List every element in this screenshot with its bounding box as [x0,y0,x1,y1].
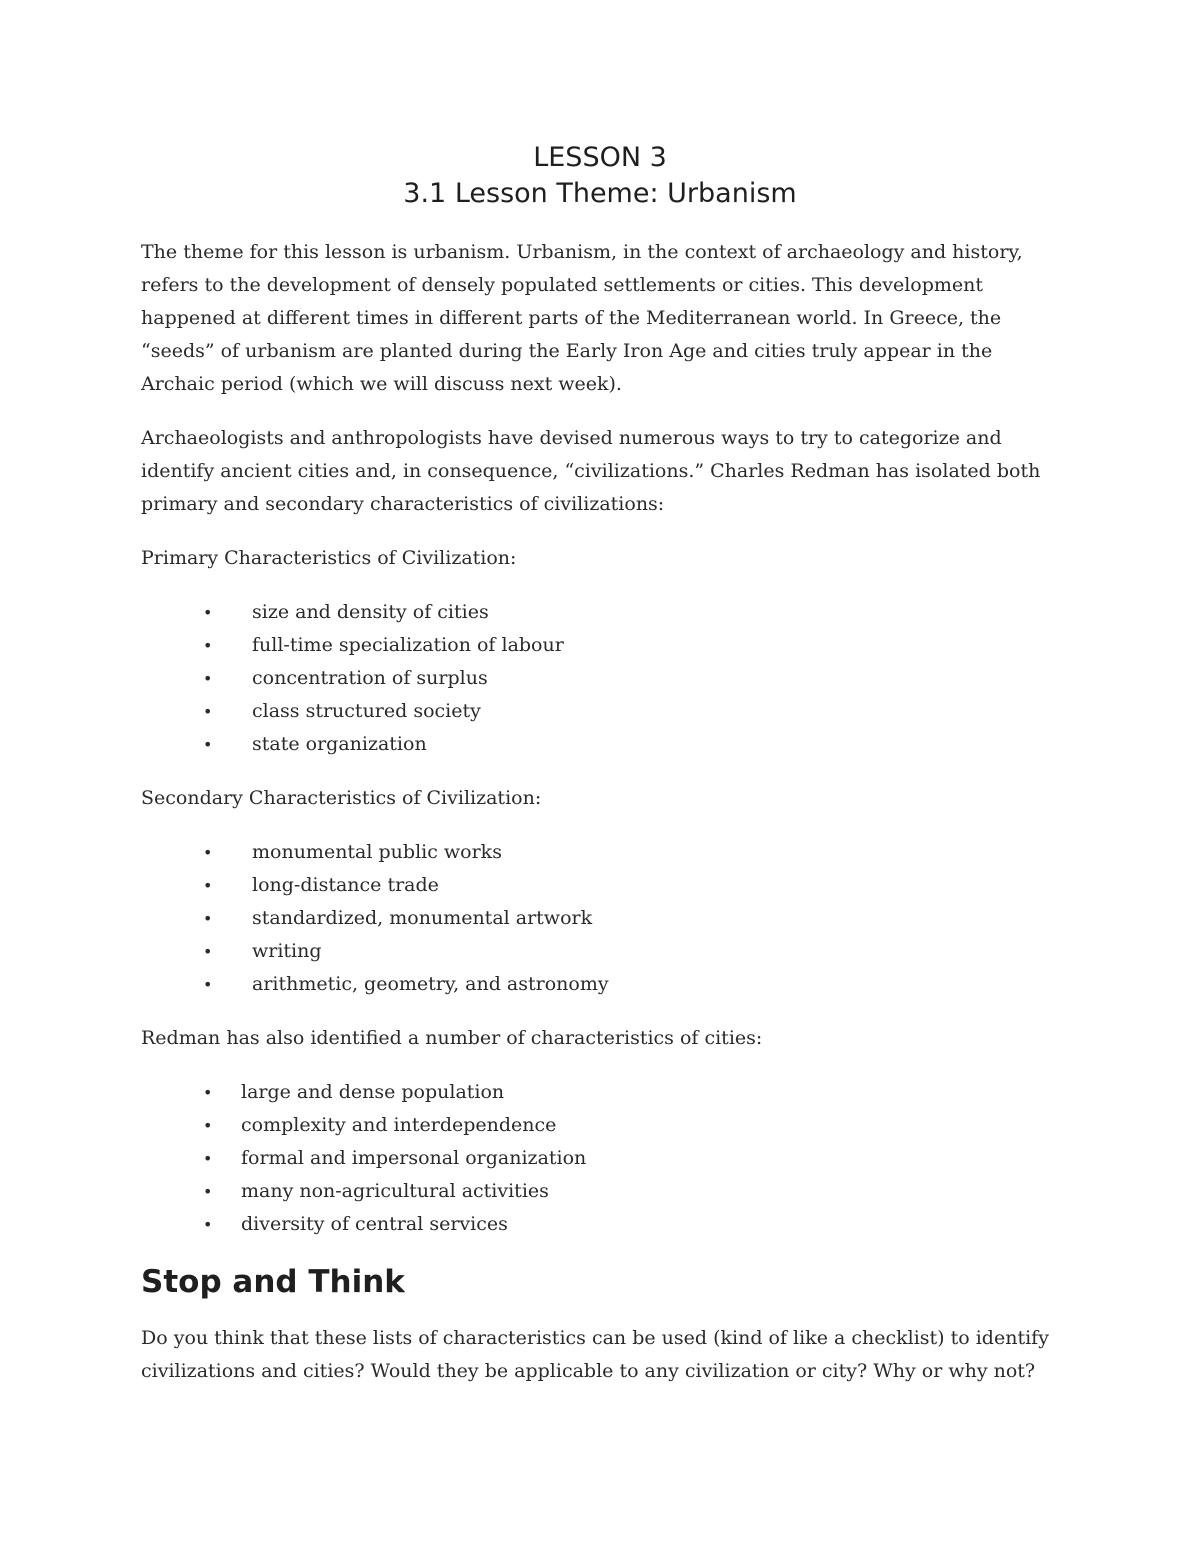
bullet-icon: • [203,876,213,895]
secondary-characteristics-list [141,836,1061,1001]
title-block [0,140,1200,212]
stop-and-think-paragraph: Do you think that these lists of characteristics can be used (kind of like a checklist) to identify civilizations and cities? Would they be applicable to any civilization or city? Why or why not? [141,1327,1049,1382]
secondary-characteristics-heading: Secondary Characteristics of Civilization: [141,787,542,809]
list-item [141,1109,1061,1142]
bullet-icon: • [203,1116,213,1135]
list-item-text: concentration of surplus [252,667,488,689]
bullet-icon: • [203,603,213,622]
list-item-text: large and dense population [241,1081,505,1103]
list-item [141,1142,1061,1175]
city-characteristics-list [141,1076,1061,1241]
bullet-icon: • [203,735,213,754]
list-item [141,1076,1061,1109]
list-item [141,869,1061,902]
city-characteristics-heading: Redman has also identified a number of characteristics of cities: [141,1027,763,1049]
list-item-text: many non-agricultural activities [241,1180,549,1202]
list-item-text: long-distance trade [252,874,439,896]
list-item [141,728,1061,761]
list-item-text: arithmetic, geometry, and astronomy [252,973,609,995]
bullet-icon: • [203,1182,213,1201]
list-item-text: formal and impersonal organization [241,1147,587,1169]
list-item [141,1175,1061,1208]
list-item [141,662,1061,695]
intro-paragraph: The theme for this lesson is urbanism. Urbanism, in the context of archaeology and history, refers to the development of densely populated settlements or cities. This development happened at different times in different parts of the Mediterranean world. In Greece, the “seeds” of urbanism are planted during the Early Iron Age and cities truly appear in the Archaic period (which we will discuss next week). [141,241,1023,395]
redman-paragraph: Archaeologists and anthropologists have devised numerous ways to try to categorize and identify ancient cities and, in consequence, “civilizations.” Charles Redman has isolated both primary and secondary characteristics of civilizations: [141,427,1041,515]
bullet-icon: • [203,1215,213,1234]
list-item [141,968,1061,1001]
list-item-text: complexity and interdependence [241,1114,557,1136]
stop-and-think-heading: Stop and Think [141,1264,405,1300]
bullet-icon: • [203,636,213,655]
lesson-theme-title: 3.1 Lesson Theme: Urbanism [403,178,797,209]
list-item-text: monumental public works [252,841,502,863]
list-item [141,935,1061,968]
list-item-text: full-time specialization of labour [252,634,564,656]
list-item [141,629,1061,662]
bullet-icon: • [203,1083,213,1102]
primary-characteristics-list [141,596,1061,761]
bullet-icon: • [203,909,213,928]
bullet-icon: • [203,975,213,994]
document-body [141,236,1061,1409]
list-item [141,596,1061,629]
list-item-text: diversity of central services [241,1213,508,1235]
list-item-text: state organization [252,733,427,755]
list-item-text: class structured society [252,700,481,722]
list-item-text: writing [252,940,322,962]
primary-characteristics-heading: Primary Characteristics of Civilization: [141,547,517,569]
list-item [141,1208,1061,1241]
list-item [141,836,1061,869]
bullet-icon: • [203,843,213,862]
list-item-text: size and density of cities [252,601,489,623]
lesson-number-title: LESSON 3 [533,142,667,173]
bullet-icon: • [203,1149,213,1168]
bullet-icon: • [203,669,213,688]
bullet-icon: • [203,942,213,961]
bullet-icon: • [203,702,213,721]
list-item [141,695,1061,728]
list-item [141,902,1061,935]
list-item-text: standardized, monumental artwork [252,907,593,929]
